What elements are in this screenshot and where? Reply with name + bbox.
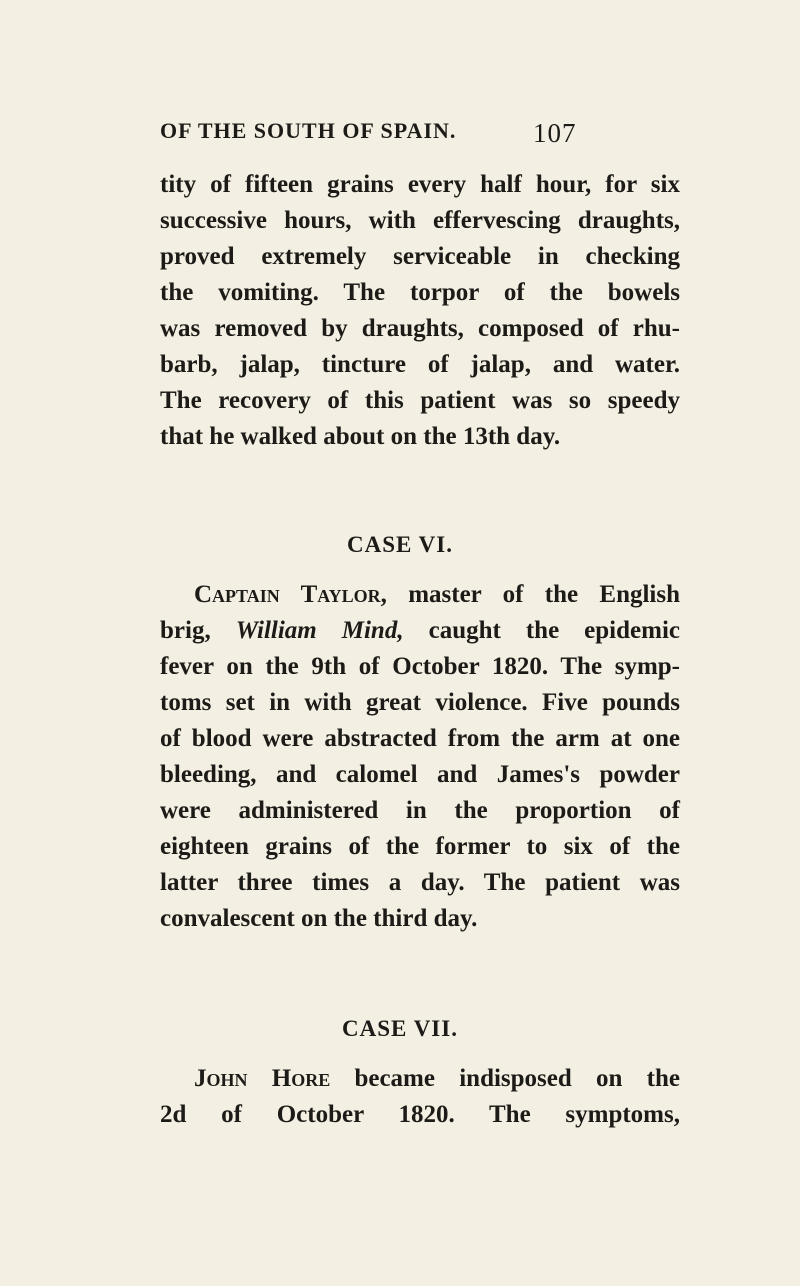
case-heading: CASE VI. <box>347 532 453 557</box>
paragraph-line: tity of fifteen grains every half hour, for six <box>160 171 680 198</box>
paragraph-line: convalescent on the third day. <box>160 905 478 932</box>
case-heading: CASE VII. <box>342 1016 458 1041</box>
paragraph-line: toms set in with great violence. Five pounds <box>160 689 680 716</box>
paragraph-line: The recovery of this patient was so speedy <box>160 387 680 414</box>
line-text: brig, <box>160 617 236 644</box>
paragraph-line: the vomiting. The torpor of the bowels <box>160 279 680 306</box>
paragraph-line <box>160 580 680 610</box>
paragraph-line: successive hours, with effervescing draughts, <box>160 207 680 234</box>
paragraph-line: proved extremely serviceable in checking <box>160 243 680 270</box>
person-name: Captain Taylor, <box>194 581 387 608</box>
paragraph-line: latter three times a day. The patient was <box>160 869 680 896</box>
paragraph-line: bleeding, and calomel and James's powder <box>160 761 680 788</box>
paragraph-line <box>160 1064 680 1094</box>
paragraph-line: barb, jalap, tincture of jalap, and water. <box>160 351 680 378</box>
line-text: became indisposed on the <box>330 1065 680 1092</box>
ship-name: William Mind, <box>235 617 404 644</box>
paragraph-line: that he walked about on the 13th day. <box>160 423 561 450</box>
paragraph-line: were administered in the proportion of <box>160 797 680 824</box>
paragraph-line: fever on the 9th of October 1820. The symp- <box>160 653 680 680</box>
paragraph-line: of blood were abstracted from the arm at one <box>160 725 680 752</box>
paragraph-line: eighteen grains of the former to six of the <box>160 833 680 860</box>
line-text: master of the English <box>386 581 681 608</box>
person-name: John Hore <box>194 1065 331 1092</box>
paragraph-line: 2d of October 1820. The symptoms, <box>160 1101 680 1128</box>
paragraph-line <box>160 616 680 646</box>
line-text: caught the epidemic <box>403 617 680 644</box>
page-number: 107 <box>533 118 577 148</box>
running-head: OF THE SOUTH OF SPAIN. <box>160 118 457 143</box>
paragraph-line: was removed by draughts, composed of rhu- <box>160 315 680 342</box>
